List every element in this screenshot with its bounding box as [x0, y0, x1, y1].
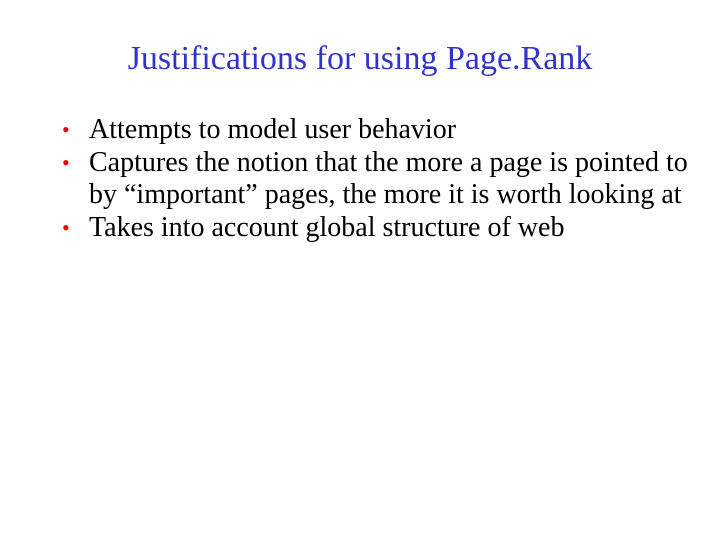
bullet-item [62, 114, 702, 147]
bullet-text: Attempts to model user behavior [89, 114, 457, 145]
slide-title: Justifications for using Page.Rank [127, 40, 593, 77]
bullet-marker-icon: • [62, 149, 70, 175]
bullet-text: Takes into account global structure of web [89, 211, 565, 243]
bullet-marker-icon: • [62, 117, 70, 142]
bullet-item [62, 147, 702, 212]
bullet-item [62, 212, 702, 245]
bullet-list [62, 114, 702, 244]
bullet-marker-icon: • [62, 214, 70, 240]
bullet-text: Captures the notion that the more a page is pointed to by “important” pages, the more it is worth looking at [89, 146, 688, 210]
